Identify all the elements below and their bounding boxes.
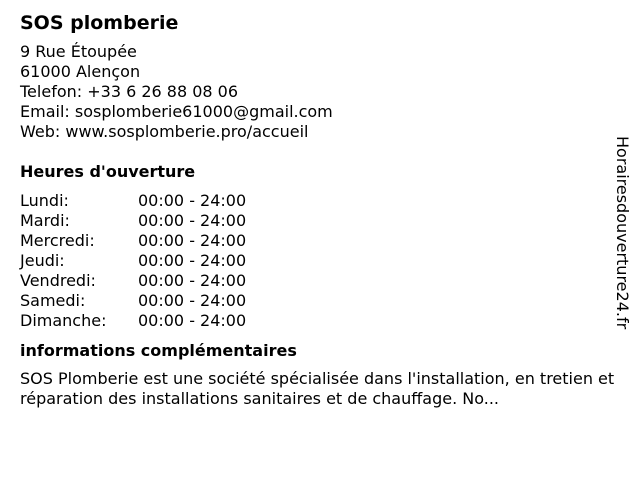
address-city: 61000 Alençon: [20, 62, 141, 81]
opening-hours-table: [20, 191, 246, 331]
business-description: SOS Plomberie est une société spécialisée dans l'installation, en tretien et réparation des installations sanitaires et de chauffage. No...: [20, 369, 615, 408]
hours-row-sunday: [20, 311, 246, 331]
day-hours: 00:00 - 24:00: [138, 231, 247, 250]
site-watermark: Horairesdouverture24.fr: [613, 136, 632, 330]
day-label: Samedi:: [20, 291, 86, 310]
day-label: Lundi:: [20, 191, 69, 210]
phone-line: Telefon: +33 6 26 88 08 06: [20, 82, 239, 101]
business-card: [20, 10, 620, 409]
email-line: Email: sosplomberie61000@gmail.com: [20, 102, 333, 121]
hours-row-thursday: [20, 251, 246, 271]
hours-row-monday: [20, 191, 246, 211]
day-label: Mardi:: [20, 211, 70, 230]
business-name: SOS plomberie: [20, 12, 179, 34]
day-hours: 00:00 - 24:00: [138, 311, 247, 330]
hours-row-saturday: [20, 291, 246, 311]
day-hours: 00:00 - 24:00: [138, 251, 247, 270]
day-label: Mercredi:: [20, 231, 95, 250]
day-hours: 00:00 - 24:00: [138, 271, 247, 290]
day-label: Dimanche:: [20, 311, 107, 330]
opening-hours-heading: Heures d'ouverture: [20, 162, 196, 181]
hours-row-tuesday: [20, 211, 246, 231]
day-hours: 00:00 - 24:00: [138, 211, 247, 230]
day-hours: 00:00 - 24:00: [138, 191, 247, 210]
address-street: 9 Rue Étoupée: [20, 42, 137, 61]
day-label: Jeudi:: [20, 251, 65, 270]
web-line: Web: www.sosplomberie.pro/accueil: [20, 122, 309, 141]
day-hours: 00:00 - 24:00: [138, 291, 247, 310]
additional-info-heading: informations complémentaires: [20, 341, 297, 360]
day-label: Vendredi:: [20, 271, 96, 290]
contact-block: [20, 42, 620, 142]
hours-row-friday: [20, 271, 246, 291]
hours-row-wednesday: [20, 231, 246, 251]
